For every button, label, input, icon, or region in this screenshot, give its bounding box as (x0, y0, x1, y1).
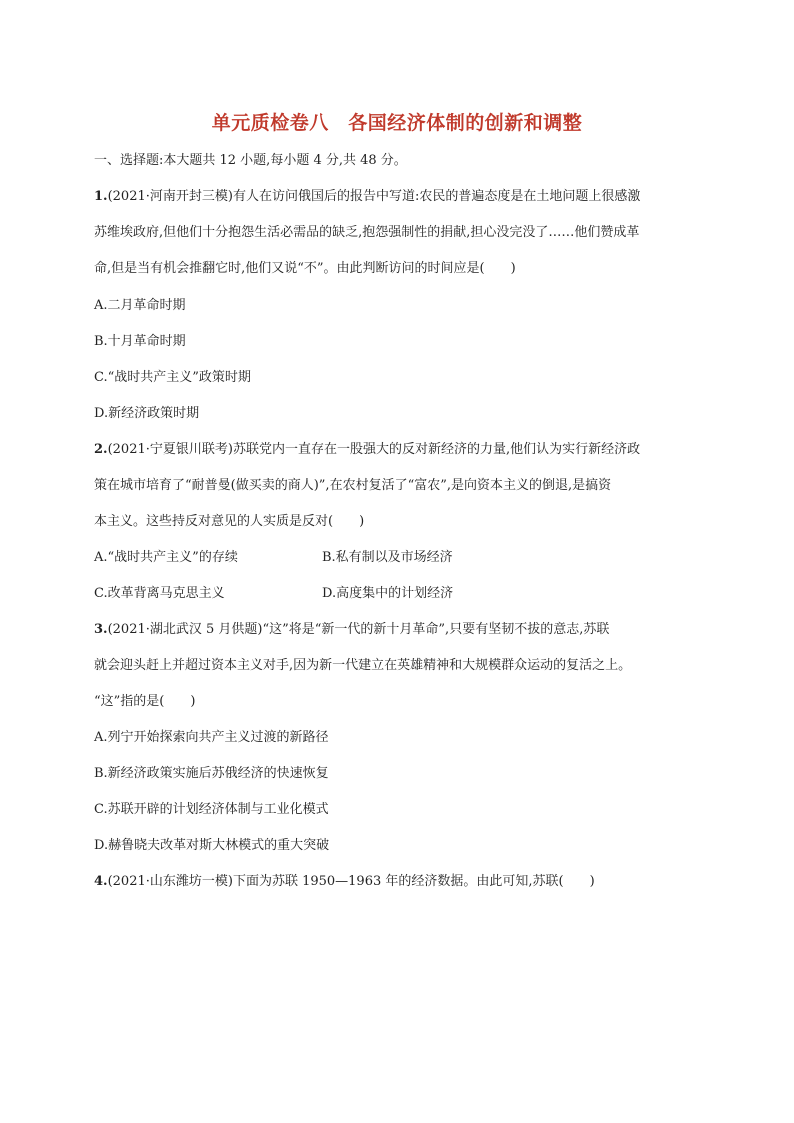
question-3-line-3: “这”指的是( ) (94, 694, 196, 709)
question-2-option-b: B.私有制以及市场经济 (322, 550, 453, 565)
question-number: 2. (94, 442, 108, 457)
question-text: (2021·宁夏银川联考)苏联党内一直存在一股强大的反对新经济的力量,他们认为实行新经济政 (107, 442, 641, 457)
question-1-option-c: C.“战时共产主义”政策时期 (94, 370, 251, 385)
question-1-line-1 (94, 188, 640, 206)
question-3-option-d: D.赫鲁晓夫改革对斯大林模式的重大突破 (94, 838, 330, 853)
question-2-options-row-1 (94, 549, 594, 567)
question-1-line-2: 苏维埃政府,但他们十分抱怨生活必需品的缺乏,抱怨强制性的捐献,担心没完没了……他们赞成革 (94, 225, 640, 240)
question-2-option-a: A.“战时共产主义”的存续 (94, 550, 238, 565)
question-number: 3. (94, 622, 108, 637)
question-2-option-d: D.高度集中的计划经济 (322, 586, 454, 601)
question-2-options-row-2 (94, 585, 594, 603)
question-number: 1. (94, 189, 108, 204)
question-3-option-c: C.苏联开辟的计划经济体制与工业化模式 (94, 802, 329, 817)
question-text: (2021·河南开封三模)有人在访问俄国后的报告中写道:农民的普遍态度是在土地问题上很感激 (107, 189, 641, 204)
question-4-line-1 (94, 873, 595, 891)
question-number: 4. (94, 874, 108, 889)
question-3-option-a: A.列宁开始探索向共产主义过渡的新路径 (94, 730, 329, 745)
question-text: (2021·湖北武汉 5 月供题)“这”将是“新一代的新十月革命”,只要有坚韧不拔的意志,苏联 (107, 622, 610, 637)
question-1-option-b: B.十月革命时期 (94, 334, 186, 349)
question-3-line-1 (94, 621, 609, 639)
question-2-line-3: 本主义。这些持反对意见的人实质是反对( ) (94, 514, 365, 529)
question-1-option-d: D.新经济政策时期 (94, 406, 200, 421)
section-header: 一、选择题:本大题共 12 小题,每小题 4 分,共 48 分。 (94, 153, 407, 168)
question-3-option-b: B.新经济政策实施后苏俄经济的快速恢复 (94, 766, 329, 781)
question-3-line-2: 就会迎头赶上并超过资本主义对手,因为新一代建立在英雄精神和大规模群众运动的复活之上。 (94, 658, 632, 673)
question-text: (2021·山东潍坊一模)下面为苏联 1950—1963 年的经济数据。由此可知,苏联( ) (107, 874, 595, 889)
question-2-line-2: 策在城市培育了“耐普曼(做买卖的商人)”,在农村复活了“富农”,是向资本主义的倒退,是搞资 (94, 478, 612, 493)
question-1-option-a: A.二月革命时期 (94, 298, 186, 313)
page-title: 单元质检卷八 各国经济体制的创新和调整 (211, 112, 583, 134)
question-2-line-1 (94, 441, 640, 459)
question-1-line-3: 命,但是当有机会推翻它时,他们又说“不”。由此判断访问的时间应是( ) (94, 261, 516, 276)
question-2-option-c: C.改革背离马克思主义 (94, 586, 225, 601)
